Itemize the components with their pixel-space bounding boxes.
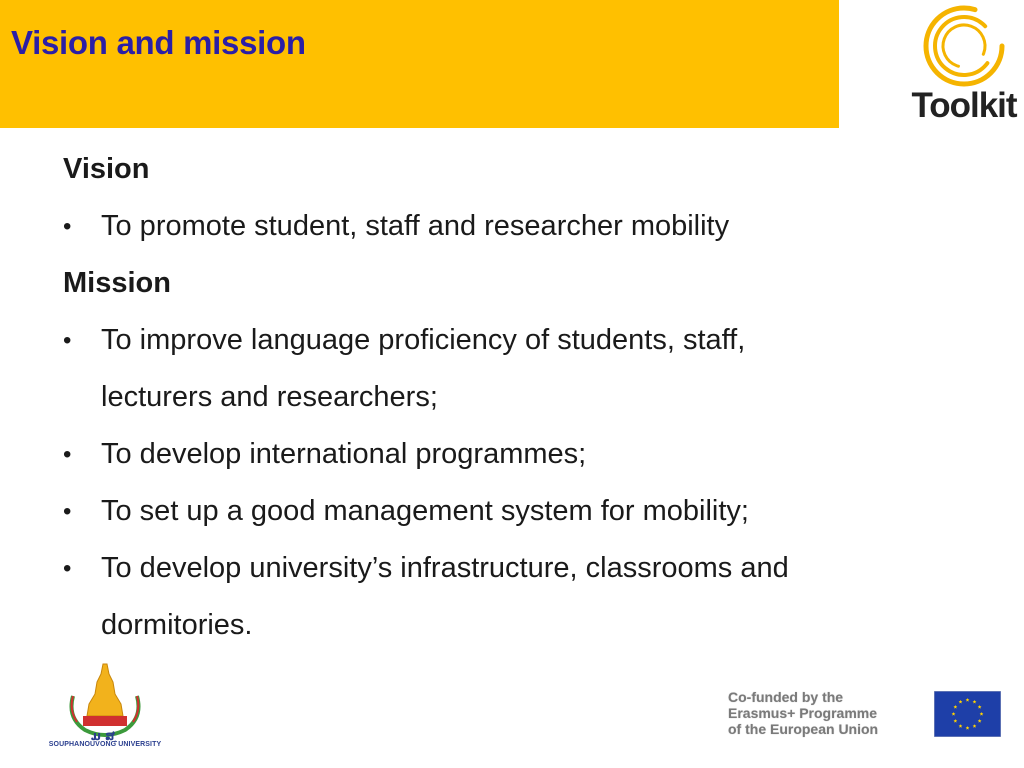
eu-flag-icon [934, 691, 1001, 737]
toolkit-logo-text: Toolkit [911, 86, 1017, 125]
list-item-text: To set up a good management system for mobility; [101, 495, 749, 527]
list-item [63, 198, 863, 255]
cofunded-text [728, 689, 928, 737]
university-seal-icon [55, 660, 155, 742]
list-item-text: To promote student, staff and researcher mobility [101, 210, 730, 242]
slide-title: Vision and mission [11, 24, 306, 61]
list-item [63, 540, 863, 654]
bullet-icon: • [63, 498, 72, 525]
slide-body [63, 141, 863, 654]
bullet-icon: • [63, 213, 72, 240]
vision-list [63, 198, 863, 255]
vision-heading: Vision [63, 153, 150, 185]
mission-heading: Mission [63, 267, 171, 299]
list-item [63, 483, 863, 540]
toolkit-logo [905, 0, 1024, 128]
list-item-text: To improve language proficiency of students, staff, lecturers and researchers; [101, 324, 746, 413]
cofunded-line: Erasmus+ Programme [728, 705, 878, 721]
cofunded-line: Co-funded by the [728, 689, 844, 705]
list-item-text: To develop university’s infrastructure, classrooms and dormitories. [101, 552, 789, 641]
bullet-icon: • [63, 327, 72, 354]
university-name: SOUPHANOUVONG UNIVERSITY [48, 741, 162, 748]
list-item-text: To develop international programmes; [101, 438, 587, 470]
cofunded-line: of the European Union [728, 721, 879, 737]
bullet-icon: • [63, 441, 72, 468]
list-item [63, 312, 863, 426]
list-item [63, 426, 863, 483]
bullet-icon: • [63, 555, 72, 582]
mission-list [63, 312, 863, 654]
toolkit-logo-icon [905, 0, 1024, 128]
university-seal [55, 660, 155, 752]
header-band [0, 0, 839, 128]
university-seal-text: ມ ສ ຸ [90, 729, 120, 742]
